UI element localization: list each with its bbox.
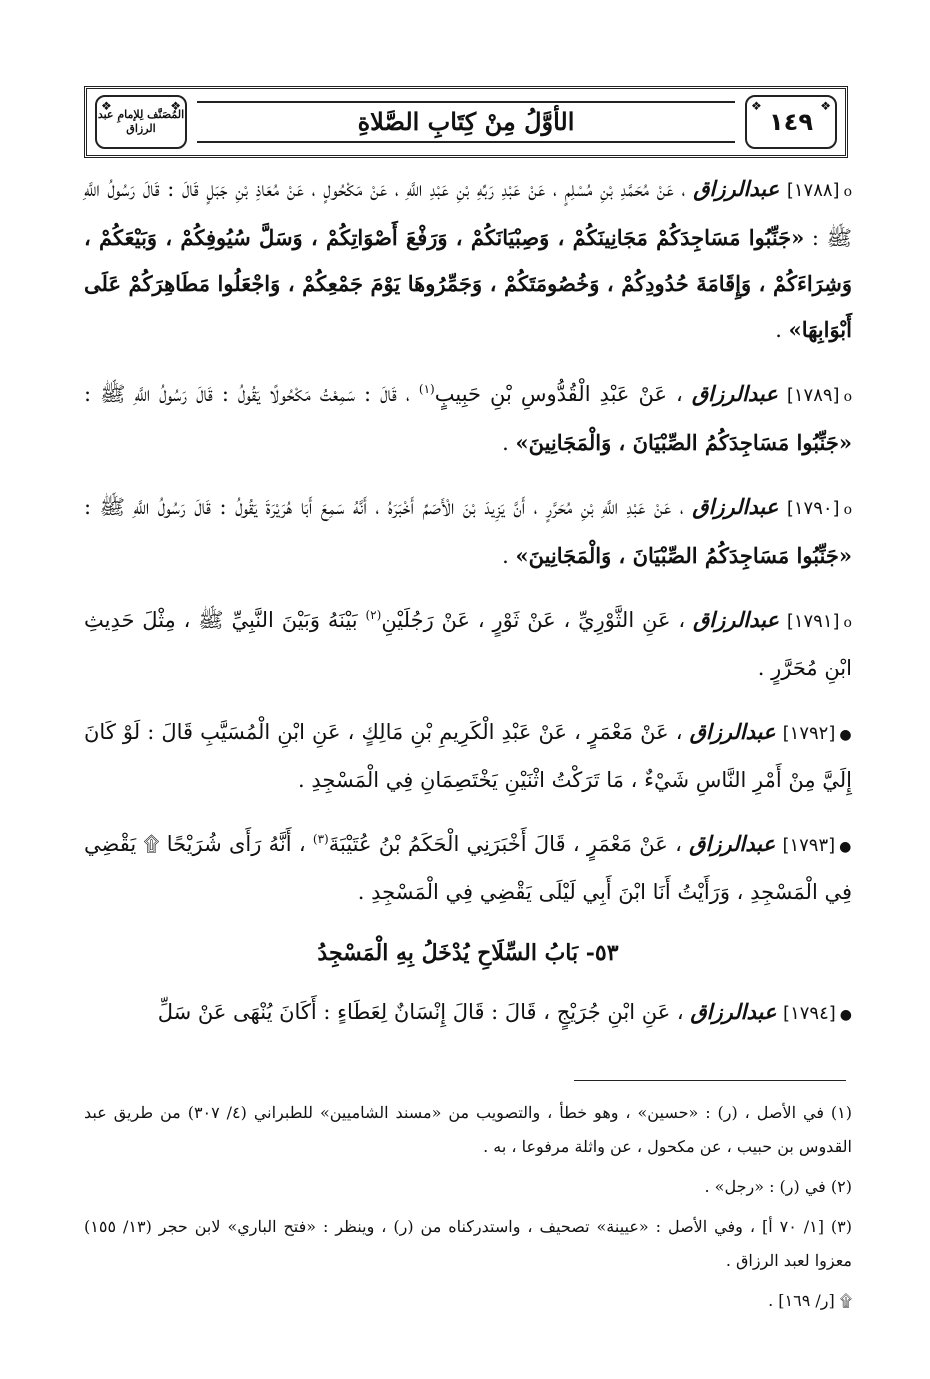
main-text [84, 166, 852, 1056]
running-title: الأوَّلُ مِنْ كِتَابِ الصَّلاةِ [197, 101, 735, 143]
author-name: عبدالرزاق [690, 999, 777, 1024]
hadith-number: [١٧٩٤] [783, 1003, 836, 1024]
author-name: عبدالرزاق [692, 494, 779, 519]
hadith-tail: . [502, 431, 516, 455]
hadith-tail: . [775, 318, 789, 342]
hadith-chain: ، عَنْ مَعْمَرٍ ، قَالَ أَخْبَرَنِي الْحَكَمُ بْنُ عُتَيْبَةَ [328, 832, 682, 856]
footnote: (٢) في (ر) : «رجل» . [704, 1177, 852, 1196]
paragraph-marker: o [843, 389, 852, 405]
paragraph-marker: ● [839, 1007, 852, 1023]
footnote: (١) في الأصل ، (ر) : «حسين» ، وهو خطأ ، والتصويب من «مسند الشاميين» للطبراني (٤/ ٣٠٧) من طريق عبد القدوس بن حبيب ، عن مكحول ، عن واثلة مرفوعا ، به . [84, 1103, 852, 1156]
author-name: عبدالرزاق [693, 176, 780, 201]
hadith-tail: . [502, 544, 516, 568]
footnote-ref[interactable]: (١) [418, 382, 435, 396]
hadith-chain-cont: بَيْنَهُ وَبَيْنَ النَّبِيِّ ﷺ ، مِثْلَ حَدِيثِ ابْنِ مُحَرَّرٍ . [84, 608, 852, 680]
chapter-heading: ٥٣- بَابُ السِّلَاحِ يُدْخَلُ بِهِ الْمَسْجِدُ [317, 940, 619, 966]
hadith-paragraph [84, 484, 852, 579]
hadith-number: [١٧٩٣] [782, 835, 836, 856]
hadith-number: [١٧٨٨] [786, 180, 840, 201]
hadith-chain: ، عَنْ عَبْدِ اللَّهِ بْنِ مُحَرَّرٍ ، أَنَّ يَزِيدَ بْنَ الْأَصَمِّ أَخْبَرَهُ ، أَنَّهُ سَمِعَ أَبَا هُرَيْرَةَ يَقُولُ : قَالَ رَسُولُ اللَّهِ ﷺ : [84, 495, 684, 519]
hadith-chain: ، عَنِ ابْنِ جُرَيْجٍ ، قَالَ : قَالَ إِنْسَانٌ لِعَطَاءٍ : أَكَانَ يُنْهَى عَنْ سَلِّ [157, 1000, 684, 1024]
hadith-paragraph [84, 821, 852, 915]
page-number: ❖ ١٤٩ [769, 108, 813, 136]
hadith-chain: ، عَنْ مُحَمَّدِ بْنِ مُسْلِمٍ ، عَنْ عَبْدِ رَبِّهِ بْنِ عَبْدِ اللَّهِ ، عَنْ مَكْحُولٍ ، عَنْ مُعَاذِ بْنِ جَبَلٍ قَالَ : قَالَ رَسُولُ اللَّهِ ﷺ : [84, 177, 852, 250]
logo-box [95, 95, 187, 149]
footnote-ref[interactable]: (٣) [312, 832, 329, 846]
page-header [84, 86, 848, 158]
page-number-box [745, 95, 837, 149]
hadith-paragraph [84, 989, 852, 1038]
hadith-quote: «جَنِّبُوا مَسَاجِدَكُمُ الصِّبْيَانَ ، وَالْمَجَانِينَ» [515, 430, 852, 455]
paragraph-marker: o [843, 615, 852, 631]
hadith-paragraph [84, 709, 852, 803]
hadith-quote: «جَنِّبُوا مَسَاجِدَكُمْ مَجَانِينَكُمْ ، وَصِبْيَانَكُمْ ، وَرَفْعَ أَصْوَاتِكُمْ ، وَسَلَّ سُيُوفِكُمْ ، وَبَيْعَكُمْ ، وَشِرَاءَكُمْ ، وَإِقَامَةَ حُدُودِكُمْ ، وَخُصُومَتَكُمْ ، وَجَمِّرُوهَا يَوْمَ جَمْعِكُمْ ، وَاجْعَلُوا مَطَاهِرَكُمْ عَلَى أَبْوَابِهَا» [84, 225, 852, 342]
footnote-separator [574, 1080, 846, 1081]
paragraph-marker: o [843, 184, 852, 200]
author-name: عبدالرزاق [689, 719, 776, 744]
author-name: عبدالرزاق [691, 381, 778, 406]
hadith-number: [١٧٩٢] [782, 723, 836, 744]
author-name: عبدالرزاق [692, 607, 779, 632]
author-name: عبدالرزاق [689, 831, 776, 856]
hadith-quote: «جَنِّبُوا مَسَاجِدَكُمُ الصِّبْيَانَ ، وَالْمَجَانِينَ» [515, 543, 852, 568]
paragraph-marker: ● [839, 727, 852, 743]
hadith-paragraph [84, 371, 852, 466]
footnote: (٣) [١/ ٧٠ أ] ، وفي الأصل : «عيينة» تصحيف ، واستدركناه من (ر) ، وينظر : «فتح الباري» لابن حجر (١٣/ ١٥٥) معزوا لعبد الرزاق . [84, 1217, 852, 1270]
hadith-chain-cont: ، أَنَّهُ رَأَى شُرَيْحًا ۩ يَقْضِي فِي الْمَسْجِدِ ، وَرَأَيْتُ أَنَا ابْنَ أَبِي لَيْلَى يَقْضِي فِي الْمَسْجِدِ . [84, 832, 852, 904]
footnotes [84, 1096, 852, 1324]
paragraph-marker: ● [839, 839, 852, 855]
hadith-number: [١٧٩٠] [786, 498, 840, 519]
hadith-chain: ، عَنْ مَعْمَرٍ ، عَنْ عَبْدِ الْكَرِيمِ بْنِ مَالِكٍ ، عَنِ ابْنِ الْمُسَيَّبِ قَالَ : لَوْ كَانَ إِلَيَّ مِنْ أَمْرِ النَّاسِ شَيْءٌ ، مَا تَرَكْتُ اثْنَيْنِ يَخْتَصِمَانِ فِي الْمَسْجِدِ . [84, 720, 852, 792]
hadith-paragraph [84, 166, 852, 353]
footnote-ref[interactable]: (٢) [365, 608, 382, 622]
footnote: ۩ [ر/ ١٦٩] . [768, 1291, 852, 1310]
hadith-chain: ، عَنِ الثَّوْرِيِّ ، عَنْ ثَوْرٍ ، عَنْ رَجُلَيْنِ [381, 608, 686, 632]
hadith-number: [١٧٩١] [786, 611, 840, 632]
book-logo: ❖ المُصَنَّف لِلإمامِ عبد الرزاق [97, 108, 185, 135]
hadith-number: [١٧٨٩] [786, 385, 840, 406]
hadith-chain: ، عَنْ عَبْدِ الْقُدُّوسِ بْنِ حَبِيبٍ [434, 382, 683, 406]
hadith-chain-cont: ، قَالَ : سَمِعْتُ مَكْحُولًا يَقُولُ : قَالَ رَسُولُ اللَّهِ ﷺ : [84, 382, 410, 406]
hadith-paragraph [84, 597, 852, 691]
paragraph-marker: o [843, 502, 852, 518]
